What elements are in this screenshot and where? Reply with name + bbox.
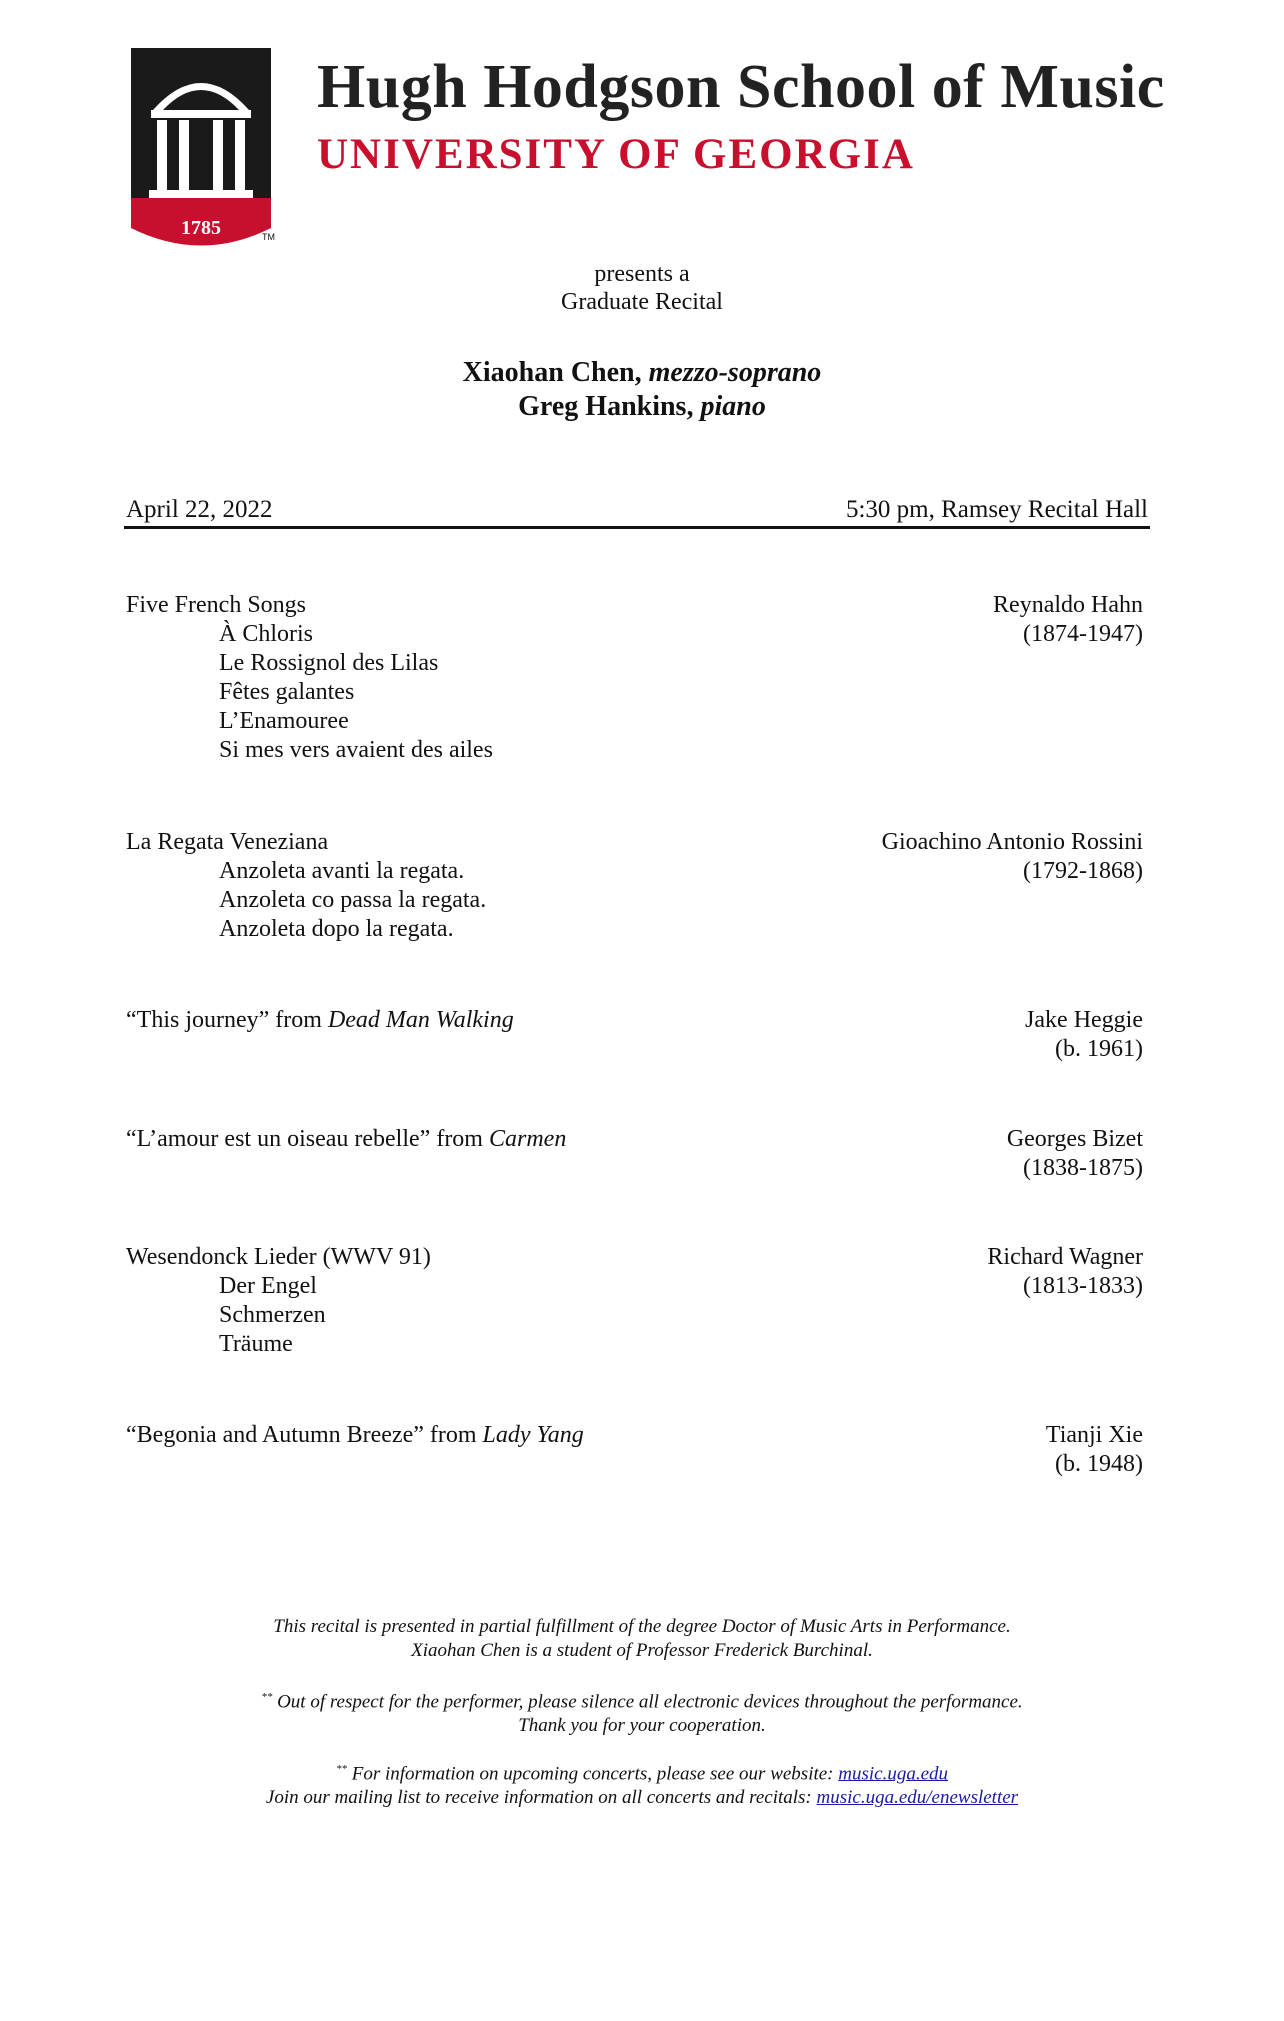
thanks-text: Thank you for your cooperation. — [518, 1715, 766, 1737]
movement: Anzoleta co passa la regata. — [219, 887, 487, 913]
movement: Anzoleta dopo la regata. — [219, 916, 454, 942]
program-item-rossini — [126, 828, 1143, 944]
courtesy-note — [0, 1685, 1284, 1738]
movement: À Chloris — [219, 621, 314, 647]
school-name: Hugh Hodgson School of Music — [317, 53, 1165, 121]
performer-singer: Xiaohan Chen, mezzo-soprano — [462, 357, 822, 388]
composer-name: Georges Bizet — [1006, 1126, 1143, 1152]
info-note — [0, 1757, 1284, 1810]
performers — [0, 356, 1284, 424]
composer-name: Reynaldo Hahn — [993, 592, 1143, 618]
composer-dates: (1838-1875) — [1023, 1155, 1143, 1181]
composer-name: Tianji Xie — [1045, 1422, 1143, 1448]
composer-dates: (1874-1947) — [1023, 621, 1143, 647]
logo-year: 1785 — [181, 217, 221, 239]
composer-dates: (b. 1948) — [1055, 1451, 1143, 1477]
program-item-wagner — [126, 1243, 1143, 1359]
program-item-heggie — [126, 1006, 1143, 1064]
performer-pianist: Greg Hankins, piano — [518, 391, 766, 422]
movement: Le Rossignol des Lilas — [219, 650, 439, 676]
work-title: Five French Songs — [126, 592, 306, 618]
enewsletter-link[interactable]: music.uga.edu/enewsletter — [816, 1787, 1019, 1809]
movement: L’Enamouree — [219, 708, 349, 734]
movement: Fêtes galantes — [219, 679, 355, 705]
work-title: Wesendonck Lieder (WWV 91) — [126, 1244, 431, 1270]
work-title: “This journey” from Dead Man Walking — [126, 1007, 514, 1033]
degree-note — [0, 1615, 1284, 1663]
movement: Schmerzen — [219, 1302, 326, 1328]
website-line: ** For information on upcoming concerts, please see our website: music.uga.edu — [335, 1763, 949, 1785]
event-time-place: 5:30 pm, Ramsey Recital Hall — [845, 496, 1148, 523]
university-name: UNIVERSITY OF GEORGIA — [317, 131, 915, 178]
work-title: “Begonia and Autumn Breeze” from Lady Yang — [126, 1422, 584, 1448]
program-item-hahn — [126, 591, 1143, 765]
program-item-xie — [126, 1421, 1143, 1479]
composer-name: Richard Wagner — [987, 1244, 1143, 1270]
movement: Anzoleta avanti la regata. — [219, 858, 465, 884]
student-text: Xiaohan Chen is a student of Professor Frederick Burchinal. — [411, 1640, 873, 1661]
movement: Der Engel — [219, 1273, 317, 1299]
movement: Si mes vers avaient des ailes — [219, 737, 493, 763]
composer-name: Jake Heggie — [1025, 1007, 1143, 1033]
trademark-mark: TM — [262, 232, 275, 242]
event-date: April 22, 2022 — [126, 496, 273, 523]
composer-dates: (b. 1961) — [1055, 1036, 1143, 1062]
composer-dates: (1813-1833) — [1023, 1273, 1143, 1299]
movement: Träume — [219, 1331, 293, 1357]
uga-arch-logo — [131, 48, 271, 253]
silence-text: ** Out of respect for the performer, please silence all electronic devices throughout the performance. — [261, 1691, 1023, 1713]
recital-type: Graduate Recital — [561, 289, 723, 315]
event-info — [126, 496, 1148, 524]
recital-intro — [0, 260, 1284, 316]
work-title: La Regata Veneziana — [126, 829, 329, 855]
fulfillment-text: This recital is presented in partial fulfillment of the degree Doctor of Music Arts in Performance. — [273, 1616, 1011, 1637]
work-title: “L’amour est un oiseau rebelle” from Carmen — [126, 1126, 567, 1152]
composer-dates: (1792-1868) — [1023, 858, 1143, 884]
composer-name: Gioachino Antonio Rossini — [881, 829, 1143, 855]
presents-line: presents a — [594, 261, 690, 287]
program-item-bizet — [126, 1125, 1143, 1183]
divider-line — [124, 526, 1150, 529]
mailing-line: Join our mailing list to receive information on all concerts and recitals: music.uga.edu/enewsletter — [265, 1787, 1019, 1809]
website-link[interactable]: music.uga.edu — [838, 1763, 949, 1785]
